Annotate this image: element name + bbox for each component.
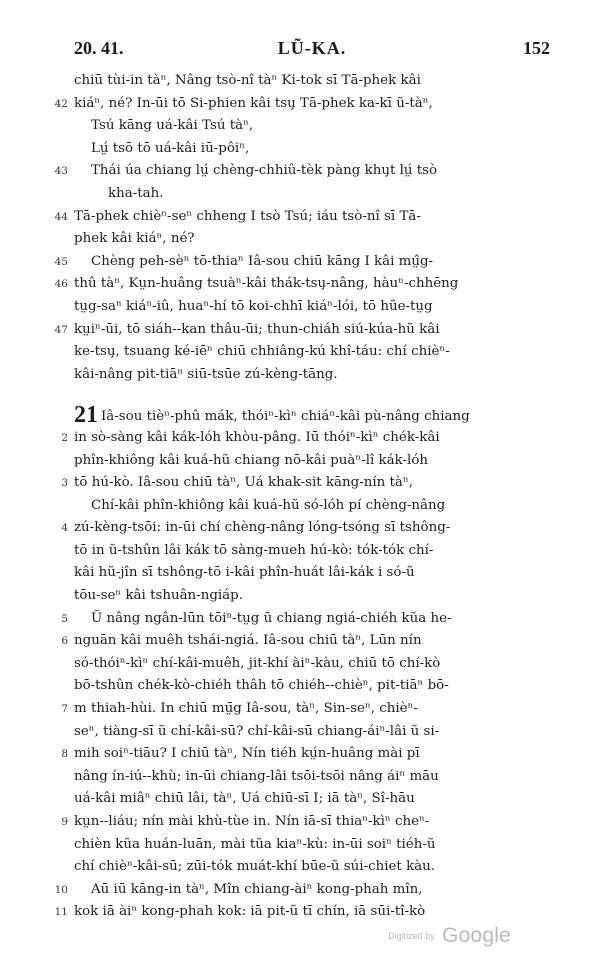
text-line: [61, 698, 556, 721]
line-text: kâi-nâng pit-tiāⁿ siū-tsūe zú-kèng-tāng.: [74, 366, 338, 382]
text-line: [74, 562, 556, 585]
line-text: chiū tùi-in tàⁿ, Nâng tsò-nî tàⁿ Ki-tok sī Tā-phek kâi: [74, 73, 421, 88]
line-text: seⁿ, tiàng-sī ũ chí-kâi-sū? chí-kâi-sū chiang-áiⁿ-lâi ũ si-: [74, 723, 440, 739]
verse-number: 9: [61, 816, 68, 828]
page-body-text: [54, 70, 556, 924]
text-line: [61, 517, 556, 540]
text-line: [74, 788, 556, 811]
text-line: [74, 450, 556, 473]
text-line: [61, 811, 556, 834]
verse-number: 46: [54, 278, 68, 291]
line-text: tōu-seⁿ kâi tshuân-ngiáp.: [74, 588, 243, 604]
text-line: [74, 341, 556, 364]
line-text: nguān kâi muêh tshái-ngiá. Iâ-sou chiū tàⁿ, Lūn nín: [74, 633, 422, 649]
page-reference: 20. 41.: [74, 38, 124, 58]
line-text: uá-kâi miâⁿ chiū lâi, tàⁿ, Uá chiū-sī I; iā tàⁿ, Sî-hāu: [74, 791, 415, 807]
line-text: phek kâi kiáⁿ, né?: [74, 231, 195, 247]
line-text: kiáⁿ, né? In-ūi tō Si-phien kâi tsu̧ Tā-phek ka-kī ũ-tàⁿ,: [74, 95, 433, 111]
text-line: [74, 653, 556, 676]
line-text: Ũ nâng ngân-lūn tōiⁿ-tṳg ũ chiang ngiá-chiéh kũa he-: [91, 610, 452, 626]
text-line: [61, 608, 556, 631]
verse-number: 6: [61, 635, 68, 648]
line-text: bō-tshûn chék-kò-chiéh thâh tō chiéh--chièⁿ, pit-tiāⁿ bō-: [74, 678, 449, 694]
line-text: Aū iū kāng-in tàⁿ, Mîn chiang-àiⁿ kong-phah mîn,: [91, 881, 423, 897]
line-text: só-thóiⁿ-kìⁿ chí-kâi-muêh, jit-khí àiⁿ-kàu, chiū tō chí-kò: [74, 655, 441, 671]
line-text: chí chièⁿ-kâi-sū; zūi-tók muát-khí būe-ũ súi-chiet kàu.: [74, 859, 436, 875]
text-line: [74, 296, 556, 319]
verse-number: 43: [54, 165, 68, 178]
verse-number: 2: [61, 431, 68, 444]
text-line: [74, 856, 556, 879]
text-line: [54, 879, 556, 902]
verse-number: 3: [61, 477, 68, 490]
text-line: [74, 834, 556, 857]
text-line: [74, 364, 556, 387]
line-text: m thiah-hùi. In chiū mṳ̄g Iâ-sou, tàⁿ, Sin-seⁿ, chièⁿ-: [74, 701, 418, 717]
line-text: Tā-phek chièⁿ-seⁿ chheng I tsò Tsú; iáu tsò-nî sī Tā-: [74, 208, 421, 224]
text-line: [74, 70, 556, 93]
verse-number: 4: [61, 522, 68, 535]
text-line: [61, 472, 556, 495]
text-line: [74, 404, 556, 427]
line-text: tṳg-saⁿ kiáⁿ-iû, huaⁿ-hí tō koi-chhī kiáⁿ-lói, tō hũe-tṳg: [74, 298, 433, 314]
line-text: tō hú-kò. Iâ-sou chiū tàⁿ, Uá khak-sit kāng-nín tàⁿ,: [74, 475, 413, 491]
text-line: [61, 630, 556, 653]
text-line: [61, 427, 556, 450]
text-line: [54, 93, 556, 116]
text-line: [61, 743, 556, 766]
text-line: [74, 183, 556, 206]
book-title: LŨ-KA.: [277, 38, 347, 58]
text-line: [74, 115, 556, 138]
verse-number: 44: [54, 210, 68, 223]
line-text: Lṳ́ tsō tō uá-kâi iū-pôiⁿ,: [91, 140, 250, 156]
text-line: [54, 206, 556, 229]
google-logo: Google: [442, 924, 511, 947]
text-line: [74, 138, 556, 161]
text-line: [74, 495, 556, 518]
line-text: thû tàⁿ, Kṳn-huâng tsuàⁿ-kâi thák-tsu̧-nâng, hàuⁿ-chhēng: [74, 276, 459, 292]
line-text: in sò-sàng kâi kák-lóh khòu-pâng. Iū thóiⁿ-kìⁿ chék-kâi: [74, 429, 440, 445]
text-line: [54, 160, 556, 183]
verse-number: 45: [54, 255, 68, 268]
verse-number: 47: [54, 323, 68, 336]
line-text: Tsú kāng uá-kâi Tsú tàⁿ,: [91, 118, 254, 134]
line-text: nâng ín-iú--khù; in-ūi chiang-lâi tsōi-tsōi nâng áiⁿ māu: [74, 768, 439, 784]
verse-number: 11: [54, 906, 68, 919]
page-header: [74, 38, 550, 62]
verse-number: 7: [61, 703, 68, 716]
text-line: [54, 273, 556, 296]
line-text: Thái úa chiang lṳ́ chèng-chhiû-tèk pàng khu̧t lṳ́ tsò: [91, 163, 438, 179]
line-text: mih soiⁿ-tiāu? I chiū tàⁿ, Nín tiéh kṳ́n-huâng mài pī: [74, 746, 420, 762]
line-text: zú-kèng-tsōi: in-ūi chí chèng-nâng lóng-tsóng sī tshông-: [74, 520, 451, 536]
digitized-by-google-watermark: [388, 924, 511, 948]
text-line: [74, 675, 556, 698]
line-text: phîn-khiông kâi kuá-hũ chiang nō-kâi puàⁿ-lî kák-lóh: [74, 452, 429, 468]
line-text: kṳiⁿ-ūi, tō siáh--kan thâu-ūi; thun-chiáh siú-kúa-hũ kâi: [74, 321, 440, 337]
watermark-prefix: Digitized by: [388, 931, 435, 941]
line-text: kṳn--liáu; nín mài khù-tùe in. Nín iā-sī thiaⁿ-kìⁿ cheⁿ-: [74, 814, 430, 829]
line-text: kâi hũ-jîn sī tshông-tō i-kâi phîn-huát lâi-kák i só-ũ: [74, 565, 415, 581]
line-text: Chí-kâi phîn-khiông kâi kuá-hũ só-lóh pí chèng-nâng: [91, 497, 446, 513]
text-line: [54, 901, 556, 924]
page-number: 152: [523, 38, 550, 58]
line-text: kha-tah.: [108, 185, 164, 201]
text-line: [54, 319, 556, 342]
text-line: [74, 585, 556, 608]
verse-number: 5: [61, 612, 68, 625]
chapter-number: 21: [74, 402, 98, 429]
line-text: tō in ũ-tshûn lâi kák tō sàng-mueh hú-kò: tók-tók chí-: [74, 542, 434, 558]
line-text: Iâ-sou tièⁿ-phû mák, thóiⁿ-kìⁿ chiáⁿ-kâi pù-nâng chiang: [101, 409, 470, 425]
line-text: Chèng peh-sèⁿ tō-thiaⁿ Iâ-sou chiū kāng I kâi mṳ̂g-: [91, 253, 434, 269]
text-line: [74, 766, 556, 789]
verse-number: 10: [54, 883, 68, 896]
line-text: chièn kũa huán-luān, mài tũa kiaⁿ-kù: in-ūi soiⁿ tiéh-ũ: [74, 836, 436, 852]
text-line: [74, 540, 556, 563]
text-line: [54, 251, 556, 274]
text-line: [74, 721, 556, 744]
line-text: ke-tsu̧, tsuang ké-iēⁿ chiū chhiâng-kú khî-táu: chí chièⁿ-: [74, 344, 450, 360]
verse-number: 8: [61, 748, 68, 761]
line-text: kok iā àiⁿ kong-phah kok: iā pit-ũ tī chín, iā sūi-tî-kò: [74, 904, 426, 920]
text-line: [74, 228, 556, 251]
verse-number: 42: [54, 97, 68, 110]
